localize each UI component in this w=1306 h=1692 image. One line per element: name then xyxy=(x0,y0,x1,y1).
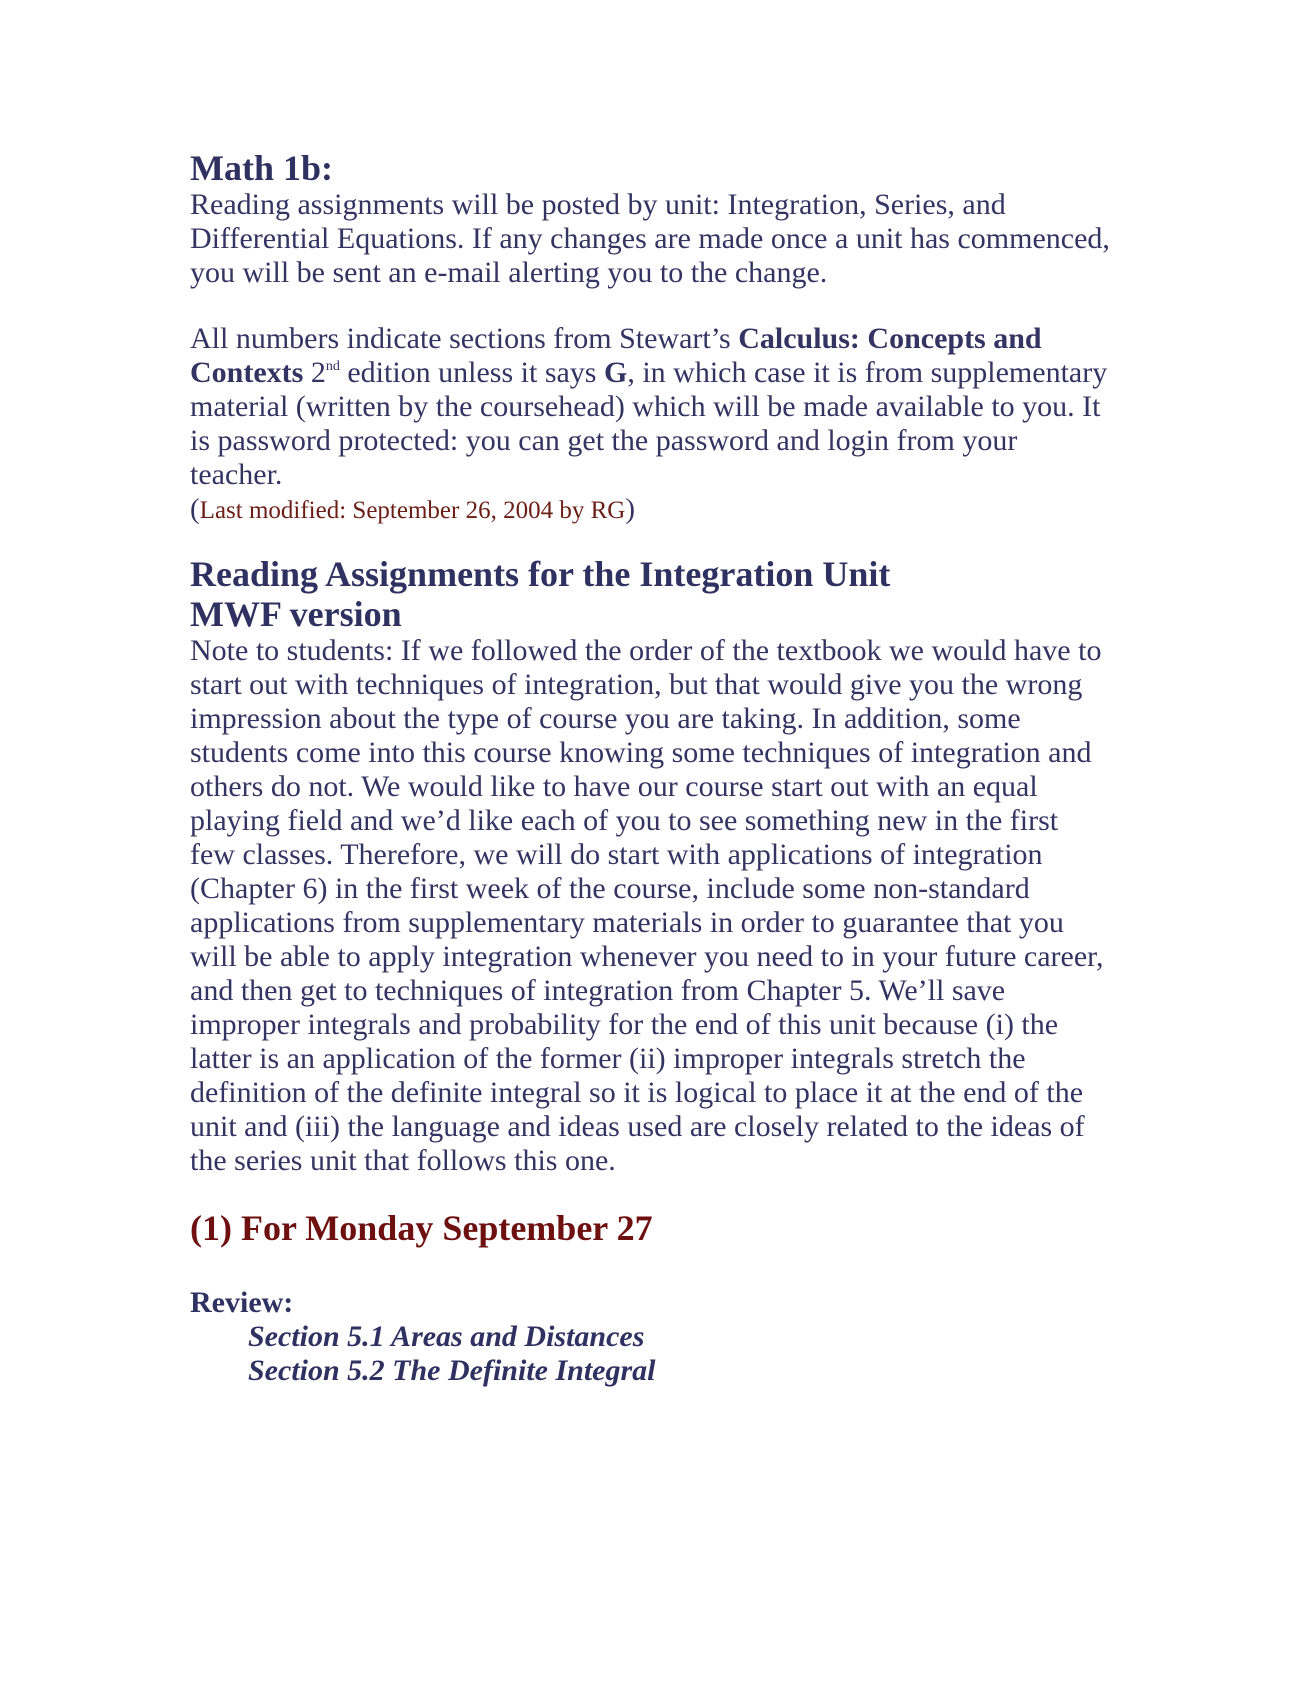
document-page xyxy=(190,148,1110,1388)
last-modified xyxy=(190,492,1110,528)
numbers-paragraph xyxy=(190,322,1110,492)
numbers-text-4: , in which case it is from supplementary material (written by the coursehead) which will be made available to you. It is password protected: you can get the password and login from your teacher. xyxy=(190,356,1108,491)
last-modified-open: ( xyxy=(190,493,200,525)
assignment-heading: (1) For Monday September 27 xyxy=(190,1208,653,1248)
unit-heading-line1: Reading Assignments for the Integration Unit xyxy=(190,554,891,594)
spacer xyxy=(190,528,1110,554)
intro-paragraph: Reading assignments will be posted by unit: Integration, Series, and Differential Equations. If any changes are made once a unit has commenced, you will be sent an e-mail alerting you to the change. xyxy=(190,188,1110,289)
last-modified-close: ) xyxy=(625,493,635,525)
spacer xyxy=(190,1248,1110,1286)
review-item-section-5-2: Section 5.2 The Definite Integral xyxy=(248,1354,656,1387)
spacer xyxy=(190,290,1110,322)
book-title: Calculus: Concepts and Contexts xyxy=(190,322,1042,389)
unit-heading-line2: MWF version xyxy=(190,594,402,634)
edition-superscript: nd xyxy=(325,359,340,374)
numbers-text-2: 2 xyxy=(303,356,326,389)
spacer xyxy=(190,1178,1110,1208)
review-label: Review: xyxy=(190,1286,294,1319)
note-to-students: Note to students: If we followed the order of the textbook we would have to start out with techniques of integration, but that would give you the wrong impression about the type of course you are taking. In addition, some students come into this course knowing some techniques of integration and others do not. We would like to have our course start out with an equal playing field and we’d like each of you to see something new in the first few classes. Therefore, we will do start with applications of integration (Chapter 6) in the first week of the course, include some non-standard applications from supplementary materials in order to guarantee that you will be able to apply integration whenever you need to in your future career, and then get to techniques of integration from Chapter 5. We’ll save improper integrals and probability for the end of this unit because (i) the latter is an application of the former (ii) improper integrals stretch the definition of the definite integral so it is logical to place it at the end of the unit and (iii) the language and ideas used are closely related to the ideas of the series unit that follows this one. xyxy=(190,634,1104,1177)
g-marker: G xyxy=(603,356,628,389)
last-modified-text: Last modified: September 26, 2004 by RG xyxy=(199,497,626,524)
course-title: Math 1b: xyxy=(190,148,333,188)
numbers-text-3: edition unless it says xyxy=(339,356,604,389)
numbers-text-1: All numbers indicate sections from Stewart’s xyxy=(190,322,739,355)
unit-heading xyxy=(190,554,1110,634)
review-item-section-5-1: Section 5.1 Areas and Distances xyxy=(248,1320,645,1353)
